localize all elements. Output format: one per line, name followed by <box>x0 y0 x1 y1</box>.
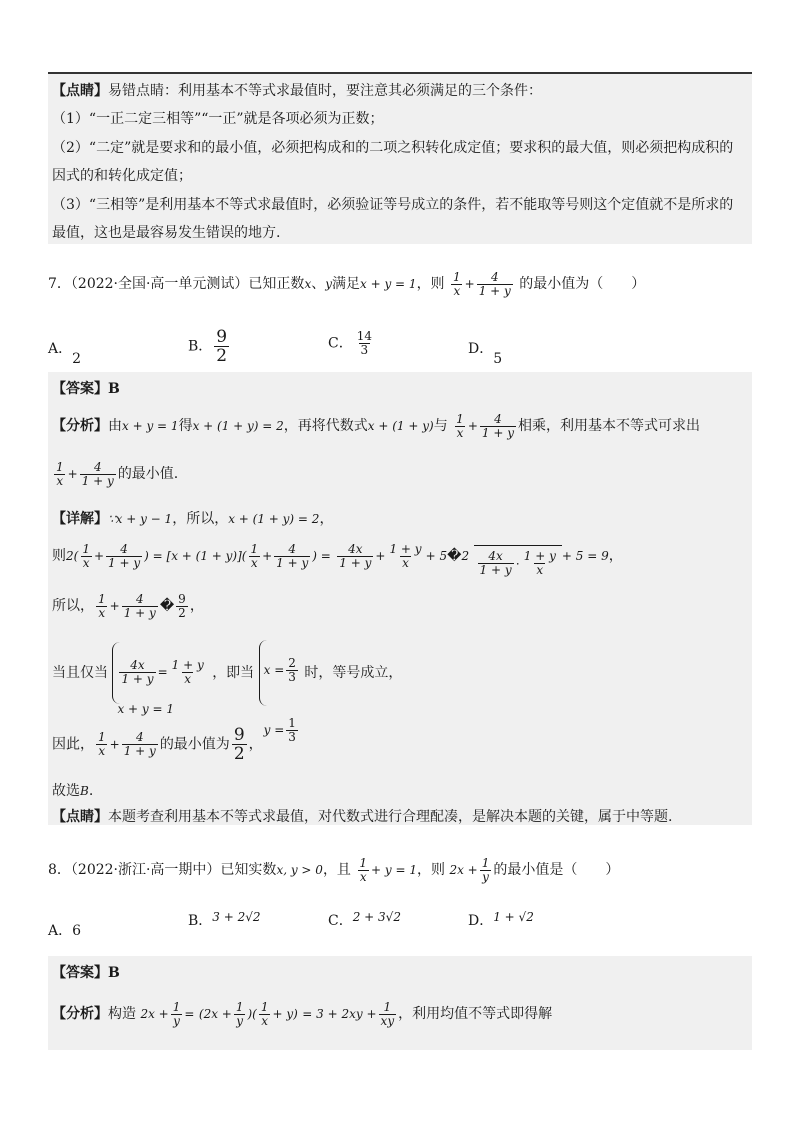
q7-option-b: B． $\frac{9}{2}$ <box>188 327 228 366</box>
q7-analysis: 【分析】由x + y = 1得x + (1 + y) = 2，再将代数式x + (1 + y)与 $\frac{1}{x}$ + $\frac{4}{1 + y}$ 相乘，利用基本不等式可求出 <box>52 411 700 440</box>
q8-stem: 8．（2022·浙江·高一期中）已知实数x, y > 0，且 $\frac{1}{x}$ + y = 1，则 2x + $\frac{1}{y}$ 的最小值是（ ） <box>48 855 620 884</box>
q8-option-a: A．6 <box>48 923 82 939</box>
note1-line3b: 因式的和转化成定值； <box>52 168 192 184</box>
q7-chain: 则2( $\frac{1}{x}$ + $\frac{4}{1 + y}$ ) = [x + (1 + y)]( $\frac{1}{x}$ + $\frac{4}{1 + y}$ ) = $\frac{4x}{1 + y}$ + $\frac{1 + y}{x}$ + 5�2 $\frac{4x}{1 + y}$ ⋅ $\frac{1 + y}{x}$ + 5 = 9， <box>52 538 623 582</box>
q7-answer: 【答案】B <box>52 381 120 397</box>
q8-option-b: B．3 + 2√2 <box>188 910 261 929</box>
note1-line3a: （2）“二定”就是要求和的最小值，必须把构成和的二项之积转化成定值；要求积的最大值，则必须把构成积的 <box>52 140 734 156</box>
q7-hence: 因此， $\frac{1}{x}$ + $\frac{4}{1 + y}$ 的最小值为 $\frac{9}{2}$ ， <box>52 725 263 764</box>
note1-line4b: 最值，这也是最容易发生错误的地方. <box>52 225 281 241</box>
note1-line4a: （3）“三相等”是利用基本不等式求最值时，必须验证等号成立的条件，若不能取等号则这个定值就不是所求的 <box>52 197 734 213</box>
q7-option-d: D．5 <box>468 341 503 367</box>
note1-line1: 【点睛】易错点睛：利用基本不等式求最值时，要注意其必须满足的三个条件： <box>52 83 542 99</box>
q7-analysis-cont: $\frac{1}{x}$ + $\frac{4}{1 + y}$ 的最小值. <box>56 459 179 488</box>
note1-line2: （1）“一正二定三相等”“一正”就是各项必须为正数； <box>52 111 384 127</box>
q8-analysis: 【分析】构造 2x + $\frac{1}{y}$ = (2x + $\frac{1}{y}$ )( $\frac{1}{x}$ + y) = 3 + 2xy + $\frac{1}{xy}$ ，利用均值不等式即得解 <box>52 999 553 1028</box>
q7-stem: 7．（2022·全国·高一单元测试）已知正数x、y满足x + y = 1，则 $\frac{1}{x}$ + $\frac{4}{1 + y}$ 的最小值为（ ） <box>48 269 646 298</box>
q8-answer: 【答案】B <box>52 965 120 981</box>
q7-option-a: A．2 <box>48 341 82 367</box>
q7-so: 所以， $\frac{1}{x}$ + $\frac{4}{1 + y}$ � $\frac{9}{2}$ ， <box>52 591 204 620</box>
q7-choose: 故选B. <box>52 783 94 799</box>
q7-detail: 【详解】∵x + y − 1，所以，x + (1 + y) = 2， <box>52 511 334 527</box>
q8-option-d: D．1 + √2 <box>468 910 534 929</box>
q7-condition: 当且仅当 $\frac{4x}{1 + y}$ = $\frac{1 + y}{x}$ x + y = 1 ，即当 x = $\frac{2}{3}$ y = $\frac{1}{3}$ 时，等号成立， <box>52 640 402 706</box>
q7-option-c: C． $\frac{14}{3}$ <box>328 329 372 357</box>
q8-option-c: C．2 + 3√2 <box>328 910 401 929</box>
q7-note: 【点睛】本题考查利用基本不等式求最值，对代数式进行合理配凑，是解决本题的关键，属于中等题. <box>52 809 673 825</box>
